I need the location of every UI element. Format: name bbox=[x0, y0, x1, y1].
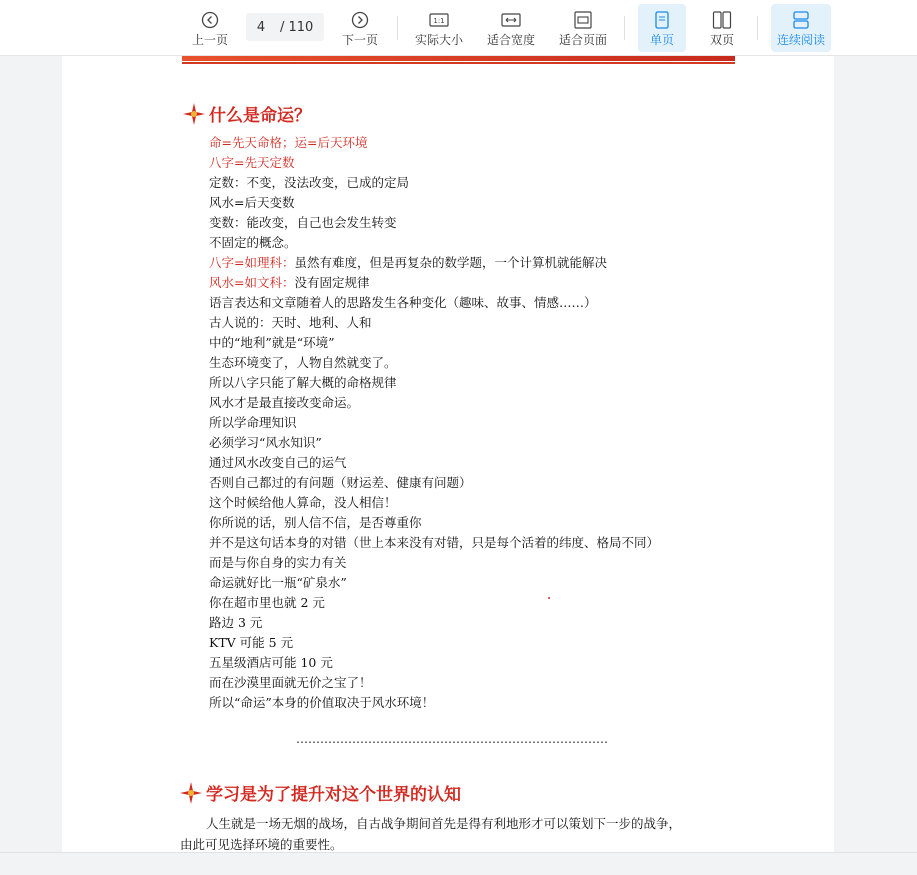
text-line: 不固定的概念。 bbox=[209, 235, 297, 250]
double-page-label: 双页 bbox=[709, 32, 734, 47]
text-line: 语言表达和文章随着人的思路发生各种变化（趣味、故事、情感……） bbox=[209, 295, 597, 310]
toolbar-divider bbox=[757, 16, 758, 40]
fit-width-label: 适合宽度 bbox=[486, 32, 535, 47]
text-line: 中的“地利”就是“环境” bbox=[209, 335, 335, 350]
text-line-prefix: 八字=如理科： bbox=[209, 255, 295, 270]
text-line: 生态环境变了，人物自然就变了。 bbox=[209, 355, 397, 370]
fit-page-button[interactable] bbox=[554, 4, 612, 52]
stray-mark bbox=[548, 597, 550, 599]
single-page-icon bbox=[654, 10, 670, 30]
double-page-icon bbox=[712, 10, 732, 30]
text-line bbox=[209, 253, 769, 273]
text-line: 命=先天命格；运=后天环境 bbox=[209, 135, 368, 150]
red-star-icon bbox=[180, 782, 202, 804]
document-viewer[interactable] bbox=[0, 56, 917, 852]
text-line: 而在沙漠里面就无价之宝了！ bbox=[209, 675, 372, 690]
text-line: 变数：能改变，自己也会发生转变 bbox=[209, 215, 397, 230]
continuous-reading-button[interactable] bbox=[771, 4, 831, 52]
paragraph bbox=[180, 813, 740, 852]
text-line: 命运就好比一瓶“矿泉水” bbox=[209, 575, 347, 590]
body-text bbox=[209, 133, 769, 713]
text-line: 所以八字只能了解大概的命格规律 bbox=[209, 375, 397, 390]
text-line: 而是与你自身的实力有关 bbox=[209, 555, 347, 570]
text-line: 所以学命理知识 bbox=[209, 415, 297, 430]
actual-size-icon-text: 1:1 bbox=[433, 16, 445, 25]
paragraph-line: 由此可见选择环境的重要性。 bbox=[180, 837, 343, 852]
page-number-input[interactable] bbox=[246, 14, 276, 40]
text-line-body: 没有固定规律 bbox=[294, 275, 370, 290]
fit-width-icon bbox=[501, 10, 521, 30]
toolbar-divider bbox=[397, 16, 398, 40]
section-heading-text: 学习是为了提升对这个世界的认知 bbox=[206, 785, 461, 805]
text-line: KTV 可能 5 元 bbox=[209, 635, 294, 650]
status-bar bbox=[0, 852, 917, 875]
text-line: 风水=后天变数 bbox=[209, 195, 295, 210]
text-line: 必须学习“风水知识” bbox=[209, 435, 322, 450]
next-page-button[interactable] bbox=[336, 4, 384, 52]
page-banner bbox=[182, 56, 735, 66]
continuous-reading-label: 连续阅读 bbox=[776, 32, 825, 47]
prev-page-button[interactable] bbox=[186, 4, 234, 52]
text-line: 所以“命运”本身的价值取决于风水环境！ bbox=[209, 695, 435, 710]
single-page-label: 单页 bbox=[649, 32, 674, 47]
text-line: 并不是这句话本身的对错（世上本来没有对错，只是每个活着的纬度、格局不同） bbox=[209, 535, 660, 550]
fit-width-button[interactable] bbox=[482, 4, 540, 52]
text-line: 否则自己都过的有问题（财运差、健康有问题） bbox=[209, 475, 472, 490]
double-page-button[interactable] bbox=[698, 4, 746, 52]
prev-page-label: 上一页 bbox=[191, 32, 228, 47]
text-line-prefix: 风水=如文科： bbox=[209, 275, 295, 290]
text-line: 通过风水改变自己的运气 bbox=[209, 455, 347, 470]
fit-page-icon bbox=[573, 10, 593, 30]
text-line: 五星级酒店可能 10 元 bbox=[209, 655, 333, 670]
text-line: 八字=先天定数 bbox=[209, 155, 295, 170]
chevron-left-circle-icon bbox=[201, 10, 219, 30]
document-page bbox=[62, 56, 834, 852]
single-page-button[interactable] bbox=[638, 4, 686, 52]
paragraph-line: 人生就是一场无烟的战场，自古战争期间首先是得有利地形才可以策划下一步的战争， bbox=[206, 816, 682, 831]
section-heading bbox=[183, 101, 311, 126]
page-indicator bbox=[246, 13, 324, 41]
toolbar bbox=[0, 0, 917, 56]
text-line bbox=[209, 273, 769, 293]
actual-size-icon bbox=[429, 10, 449, 30]
continuous-reading-icon bbox=[792, 10, 810, 30]
text-line: 路边 3 元 bbox=[209, 615, 263, 630]
text-line: 古人说的：天时、地利、人和 bbox=[209, 315, 372, 330]
red-star-icon bbox=[183, 103, 205, 125]
actual-size-button[interactable] bbox=[410, 4, 468, 52]
text-line: 定数：不变，没法改变，已成的定局 bbox=[209, 175, 410, 190]
next-page-label: 下一页 bbox=[341, 32, 378, 47]
dotted-separator: …………………………………………………………………… bbox=[296, 732, 608, 746]
chevron-right-circle-icon bbox=[351, 10, 369, 30]
fit-page-label: 适合页面 bbox=[558, 32, 607, 47]
text-line: 你在超市里也就 2 元 bbox=[209, 595, 325, 610]
text-line: 风水才是最直接改变命运。 bbox=[209, 395, 360, 410]
toolbar-divider bbox=[624, 16, 625, 40]
text-line: 你所说的话，别人信不信，是否尊重你 bbox=[209, 515, 422, 530]
page-total: / 110 bbox=[280, 19, 314, 35]
section-heading-text: 什么是命运？ bbox=[209, 106, 311, 126]
text-line-body: 虽然有难度，但是再复杂的数学题，一个计算机就能解决 bbox=[294, 255, 607, 270]
actual-size-label: 实际大小 bbox=[414, 32, 463, 47]
text-line: 这个时候给他人算命，没人相信！ bbox=[209, 495, 397, 510]
section-heading bbox=[180, 780, 461, 805]
